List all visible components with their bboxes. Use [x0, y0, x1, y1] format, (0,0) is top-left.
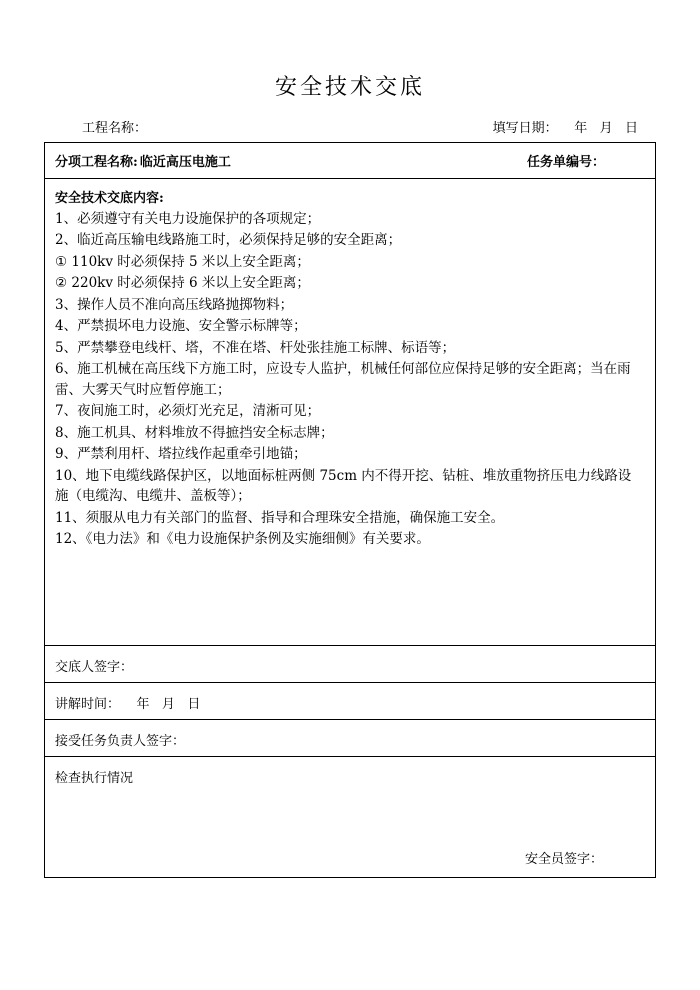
list-item: 1、必须遵守有关电力设施保护的各项规定；	[55, 210, 321, 227]
list-item: 3、操作人员不准向高压线路抛掷物料；	[55, 296, 294, 313]
table-row-subitem	[45, 143, 656, 179]
list-item: 9、严禁利用杆、塔拉线作起重牵引地锚；	[55, 446, 307, 463]
list-item: 12、《电力法》和《电力设施保护条例及实施细侧》有关要求。	[55, 531, 430, 548]
table-row-content	[45, 179, 656, 646]
list-item: 11、须服从电力有关部门的监督、指导和合理珠安全措施，确保施工安全。	[55, 509, 505, 526]
safety-officer-sign-label: 安全员签字：	[524, 852, 603, 867]
lecture-time-label: 讲解时间： 年 月 日	[55, 697, 201, 712]
main-table	[44, 142, 656, 878]
fill-date-label: 填写日期： 年 月 日	[492, 121, 638, 136]
project-name-label: 工程名称：	[82, 121, 148, 136]
table-row-discloser-sign	[45, 646, 656, 683]
list-item: 10、地下电缆线路保护区，以地面标桩两侧 75cm 内不得开挖、钻桩、堆放重物挤压电力线路设施（电缆沟、电缆井、盖板等）；	[55, 467, 632, 505]
discloser-sign-label: 交底人签字：	[55, 660, 134, 675]
content-list	[45, 208, 655, 550]
subitem-label: 分项工程名称:	[55, 155, 138, 170]
list-item: ② 220kv 时必须保持 6 米以上安全距离；	[55, 275, 310, 292]
list-item: 4、严禁损坏电力设施、安全警示标牌等；	[55, 318, 307, 335]
receiver-sign-label: 接受任务负责人签字：	[55, 734, 186, 749]
document-header	[44, 107, 656, 142]
table-row-receiver-sign	[45, 720, 656, 757]
task-no-label: 任务单编号：	[526, 155, 605, 170]
list-item: 6、施工机械在高压线下方施工时，应设专人监护，机械任何部位应保持足够的安全距离；当在雨雷、大雾天气时应暂停施工；	[55, 361, 631, 398]
list-item: ① 110kv 时必须保持 5 米以上安全距离；	[55, 253, 310, 270]
inspection-label: 检查执行情况	[55, 771, 134, 786]
list-item: 7、夜间施工时，必须灯光充足，清淅可见；	[55, 403, 321, 420]
table-row-lecture-time	[45, 683, 656, 720]
list-item: 5、严禁攀登电线杆、塔，不准在塔、杆处张挂施工标牌、标语等；	[55, 339, 456, 356]
list-item: 8、施工机具、材料堆放不得摭挡安全标志牌；	[55, 424, 334, 441]
list-item: 2、临近高压输电线路施工时，必须保持足够的安全距离；	[55, 232, 402, 249]
table-row-inspection	[45, 757, 656, 878]
content-heading: 安全技术交底内容:	[55, 191, 164, 206]
subitem-value: 临近高压电施工	[139, 155, 231, 170]
page-title: 安全技术交底	[274, 75, 425, 100]
